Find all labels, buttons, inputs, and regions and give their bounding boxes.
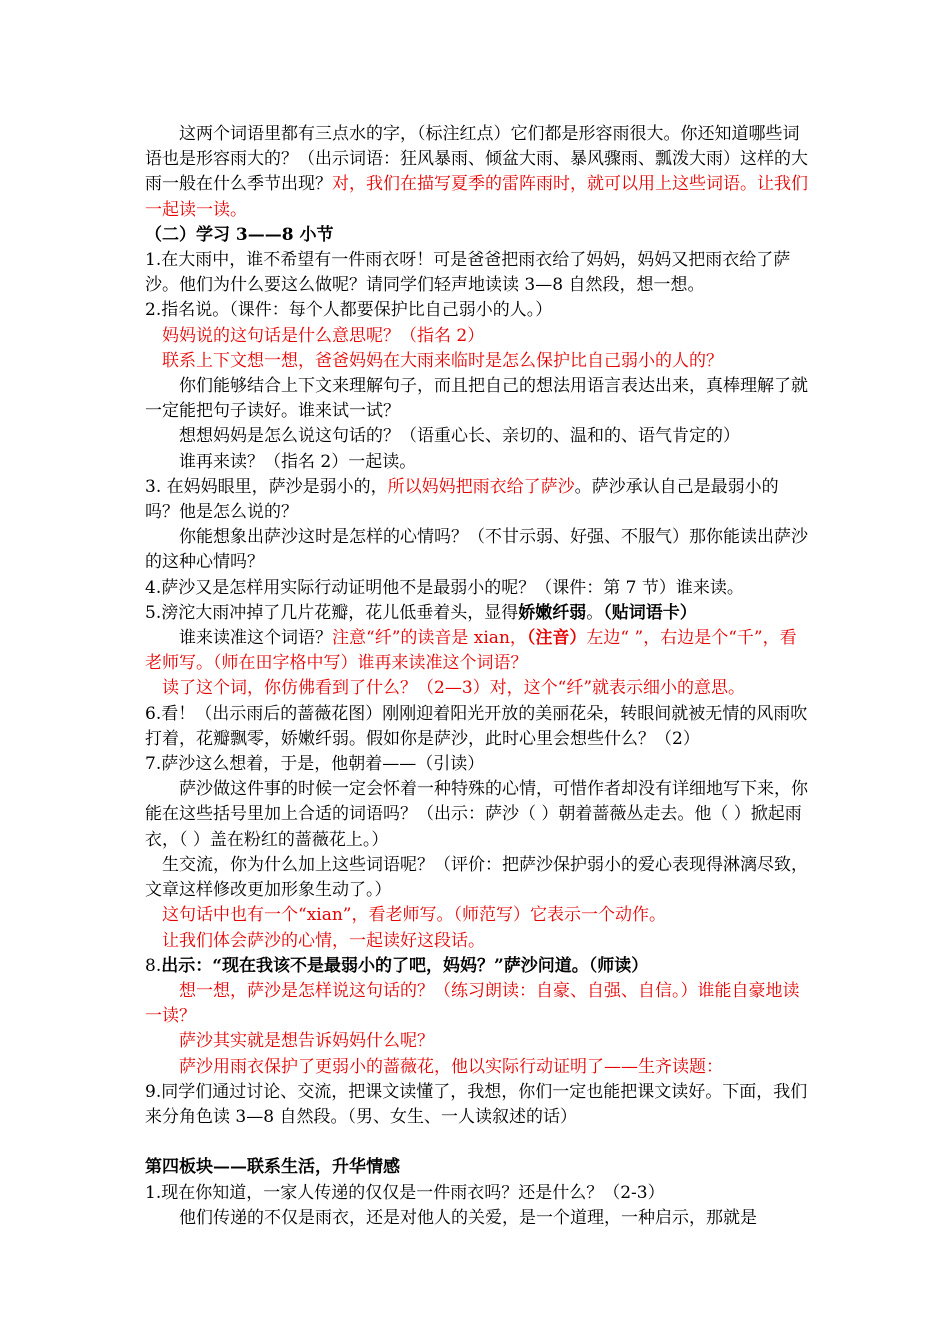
- step-8-conclusion: 萨沙用雨衣保护了更弱小的蔷薇花，他以实际行动证明了——生齐读题：: [179, 1056, 723, 1077]
- document-page: [145, 122, 810, 1231]
- step-7-fill-blanks: 萨沙做这件事的时候一定会怀着一种特殊的心情，可惜作者却没有详细地写下来，你能在这些括号里加上合适的词语吗？（出示：萨沙（ ）朝着蔷薇丛走去。他（ ）掀起雨衣，（ ）盖在粉红的蔷薇花上。）: [145, 779, 808, 850]
- step-6: 6.看！（出示雨后的蔷薇花图）刚刚迎着阳光开放的美丽花朵，转眼间就被无情的风雨吹打着，花瓣飘零，娇嫩纤弱。假如你是萨沙，此时心里会想些什么？（2）: [145, 703, 808, 749]
- step-7-writing: 这句话中也有一个“xian”，看老师写。（师范写）它表示一个动作。: [162, 905, 666, 926]
- step-3: [145, 475, 810, 525]
- step-5-pron-a: 谁来读准这个词语？: [179, 628, 332, 649]
- step-8: [145, 954, 810, 979]
- step-5-pron-bold: （注音）: [526, 628, 587, 649]
- step-3-text-red: 所以妈妈把雨衣给了萨沙: [387, 476, 575, 497]
- step-5-pronunciation: [145, 626, 810, 676]
- step-2-praise: 你们能够结合上下文来理解句子，而且把自己的想法用语言表达出来，真棒理解了就一定能把句子读好。谁来试一试？: [145, 376, 808, 422]
- step-8-display: 出示：“现在我该不是最弱小的了吧，妈妈？”萨沙问道。（师读）: [161, 955, 649, 976]
- section-4-step-1: 1.现在你知道，一家人传递的仅仅是一件雨衣吗？还是什么？（2-3）: [145, 1182, 665, 1203]
- intro-text: 这两个词语里都有三点水的字，（标注红点）它们都是形容雨很大。你还知道哪些词语也是形容雨大的？（出示词语：狂风暴雨、倾盆大雨、暴风骤雨、瓢泼大雨）这样的大雨一般在什么季节出现？: [145, 124, 808, 195]
- step-3-text-c: 。萨沙承认自己是最弱小的吗？他是怎么说的？: [145, 476, 779, 523]
- step-5-text-a: 5.滂沱大雨冲掉了几片花瓣，花儿低垂着头，显得: [145, 602, 519, 623]
- step-7: 7.萨沙这么想着，于是，他朝着——（引读）: [145, 754, 485, 775]
- step-5-meaning: 读了这个词，你仿佛看到了什么？（2—3）对，这个“纤”就表示细小的意思。: [162, 678, 746, 699]
- section-2-heading: （二）学习 3——8 小节: [145, 224, 334, 245]
- step-5-text-c: 。: [586, 602, 604, 623]
- step-2-reread: 谁再来读？（指名 2）一起读。: [179, 451, 417, 472]
- step-5-pron-red: 注意“纤”的读音是 xian，: [332, 628, 527, 649]
- step-9: 9.同学们通过讨论、交流，把课文读懂了，我想，你们一定也能把课文读好。下面，我们来分角色读 3—8 自然段。（男、女生、一人读叙述的话）: [145, 1081, 808, 1127]
- step-7-read-together: 让我们体会萨沙的心情，一起读好这段话。: [162, 930, 485, 951]
- step-8-number: 8.: [145, 955, 162, 976]
- step-3-text-a: 3. 在妈妈眼里，萨沙是弱小的，: [145, 476, 388, 497]
- step-5-word-card: （贴词语卡）: [603, 602, 697, 623]
- step-3-imagine: 你能想象出萨沙这时是怎样的心情吗？（不甘示弱、好强、不服气）那你能读出萨沙的这种心情吗？: [145, 527, 808, 573]
- section-4-heading: 第四板块——联系生活，升华情感: [145, 1157, 400, 1178]
- step-7-discussion: 生交流，你为什么加上这些词语呢？（评价：把萨沙保护弱小的爱心表现得淋漓尽致，文章这样修改更加形象生动了。）: [145, 854, 808, 901]
- step-2-reading-tone: 想想妈妈是怎么说这句话的？（语重心长、亲切的、温和的、语气肯定的）: [179, 426, 740, 447]
- spacer: [145, 1130, 810, 1155]
- step-1: 1.在大雨中，谁不希望有一件雨衣呀！可是爸爸把雨衣给了妈妈，妈妈又把雨衣给了萨沙。他们为什么要这么做呢？请同学们轻声地读读 3—8 自然段，想一想。: [145, 250, 791, 296]
- step-8-question: 萨沙其实就是想告诉妈妈什么呢？: [179, 1031, 434, 1052]
- step-2-question-2: 联系上下文想一想，爸爸妈妈在大雨来临时是怎么保护比自己弱小的人的？: [162, 350, 723, 371]
- step-5: [145, 601, 810, 626]
- section-4-step-1-detail: 他们传递的不仅是雨衣，还是对他人的关爱，是一个道理，一种启示，那就是: [179, 1207, 757, 1228]
- step-4: 4.萨沙又是怎样用实际行动证明他不是最弱小的呢？（课件：第 7 节）谁来读。: [145, 577, 744, 598]
- step-5-keyword: 娇嫩纤弱: [518, 602, 587, 623]
- intro-paragraph: [145, 122, 810, 223]
- step-2: 2.指名说。（课件：每个人都要保护比自己弱小的人。）: [145, 300, 553, 321]
- step-8-think: 想一想，萨沙是怎样说这句话的？（练习朗读：自豪、自强、自信。）谁能自豪地读一读？: [145, 980, 800, 1027]
- step-2-question-1: 妈妈说的这句话是什么意思呢？（指名 2）: [162, 325, 485, 346]
- intro-text-red: 对，我们在描写夏季的雷阵雨时，就可以用上这些词语。让我们一起读一读。: [145, 174, 808, 220]
- step-5-pron-red-2: 左边“ ”，右边是个“千”，看老师写。（师在田字格中写）谁再来读准这个词语？: [145, 628, 797, 674]
